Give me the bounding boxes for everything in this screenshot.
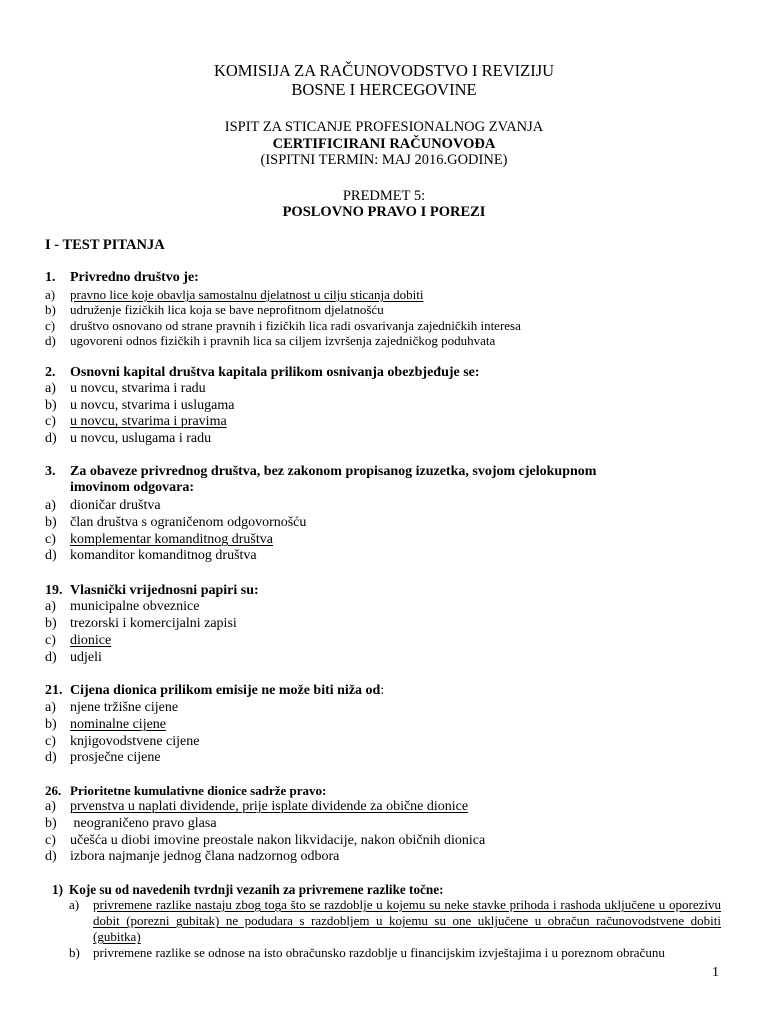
option-letter: a)	[45, 498, 56, 513]
option-letter: c)	[45, 532, 56, 547]
option-letter: d)	[45, 750, 57, 765]
option-text: komanditor komanditnog društva	[70, 548, 257, 563]
option-text: prosječne cijene	[70, 750, 161, 765]
exam-line: ISPIT ZA STICANJE PROFESIONALNOG ZVANJA	[224, 119, 544, 135]
option-text: privremene razlike nastaju zbog toga što se razdoblje u kojemu su neke stavke prihoda i rashoda uključene u oporezivu dobit (porezni gubitak) ne podudara s razdobljem u kojemu su one uključene u obračun računovodstvene dobiti (gubitka)	[93, 897, 721, 944]
answer-option	[45, 414, 227, 430]
option-text: u novcu, stvarima i pravima	[70, 414, 227, 429]
answer-option	[45, 599, 199, 615]
question-3	[45, 464, 596, 496]
option-text: neograničeno pravo glasa	[70, 816, 217, 831]
subject-label: PREDMET 5:	[342, 188, 426, 204]
tax-question-1	[52, 882, 443, 898]
answer-option	[45, 318, 521, 334]
question-1	[45, 270, 199, 286]
question-number: 2.	[45, 365, 56, 380]
answer-option	[45, 287, 423, 303]
option-text: municipalne obveznice	[70, 599, 200, 614]
answer-option	[45, 515, 306, 531]
question-number: 26.	[45, 783, 62, 798]
option-letter: d)	[45, 650, 57, 665]
option-text: privremene razlike se odnose na isto obračunsko razdoblje u financijskim izvještajima i u poreznom obračunu	[93, 945, 665, 960]
answer-option	[45, 381, 206, 397]
subject-name: POSLOVNO PRAVO I POREZI	[282, 204, 486, 220]
option-text: u novcu, stvarima i radu	[70, 381, 206, 396]
option-text: učešća u diobi imovine preostale nakon likvidacije, nakon običnih dionica	[70, 833, 486, 848]
option-text: trezorski i komercijalni zapisi	[70, 616, 237, 631]
option-letter: a)	[45, 599, 56, 614]
option-letter: c)	[45, 734, 56, 749]
option-letter: b)	[45, 616, 57, 631]
option-letter: d)	[45, 333, 56, 348]
option-text: ugovoreni odnos fizičkih i pravnih lica sa ciljem izvršenja zajedničkog poduhvata	[70, 333, 496, 348]
answer-option	[45, 431, 211, 447]
answer-option	[45, 532, 273, 548]
answer-option	[45, 398, 234, 414]
option-letter: a)	[45, 700, 56, 715]
answer-option	[69, 945, 721, 961]
answer-option	[45, 302, 384, 318]
option-text: pravno lice koje obavlja samostalnu djelatnost u cilju sticanja dobiti	[70, 287, 424, 302]
option-letter: c)	[45, 414, 56, 429]
question-number: 1)	[52, 882, 63, 897]
option-letter: a)	[45, 381, 56, 396]
section-title: I - TEST PITANJA	[45, 237, 165, 253]
option-text: dionice	[70, 633, 112, 648]
option-text: udruženje fizičkih lica koja se bave neprofitnom djelatnošću	[70, 302, 384, 317]
option-text: društvo osnovano od strane pravnih i fizičkih lica radi osvarivanja zajedničkih interesa	[70, 318, 521, 333]
option-letter: c)	[45, 633, 56, 648]
option-letter: d)	[45, 548, 57, 563]
answer-option	[45, 833, 485, 849]
option-letter: b)	[45, 515, 57, 530]
answer-option	[45, 799, 468, 815]
option-text: član društva s ograničenom odgovornošću	[70, 515, 307, 530]
option-letter: b)	[45, 302, 56, 317]
question-text-continued: imovinom odgovara:	[70, 480, 195, 495]
option-text: izbora najmanje jednog člana nadzornog odbora	[70, 849, 340, 864]
answer-option	[45, 734, 199, 750]
answer-option	[45, 650, 102, 666]
option-letter: d)	[45, 849, 57, 864]
page-number: 1	[712, 965, 719, 980]
option-letter: c)	[45, 318, 56, 333]
option-letter: d)	[45, 431, 57, 446]
question-text: Privredno društvo je:	[70, 270, 199, 285]
option-text: udjeli	[70, 650, 102, 665]
option-letter: a)	[45, 799, 56, 814]
answer-option	[69, 897, 721, 945]
question-number: 19.	[45, 583, 63, 598]
option-text: njene tržišne cijene	[70, 700, 179, 715]
question-number: 21.	[45, 683, 63, 698]
option-letter: c)	[45, 833, 56, 848]
option-letter: a)	[45, 287, 56, 302]
commission-country: BOSNE I HERCEGOVINE	[291, 80, 477, 99]
option-text: knjigovodstvene cijene	[70, 734, 200, 749]
answer-option	[45, 700, 178, 716]
question-text: Za obaveze privrednog društva, bez zakonom propisanog izuzetka, svojom cjelokupnom	[70, 464, 597, 479]
exam-term: (ISPITNI TERMIN: MAJ 2016.GODINE)	[260, 152, 508, 168]
answer-option	[45, 333, 495, 349]
option-text: dioničar društva	[70, 498, 161, 513]
question-text: Prioritetne kumulativne dionice sadrže pravo:	[70, 783, 327, 798]
option-text: komplementar komanditnog društva	[70, 532, 273, 547]
commission-name: KOMISIJA ZA RAČUNOVODSTVO I REVIZIJU	[213, 61, 555, 80]
question-text: Koje su od navedenih tvrdnji vezanih za privremene razlike točne:	[69, 882, 444, 897]
question-number: 3.	[45, 464, 56, 479]
question-text-colon: :	[380, 683, 385, 698]
answer-option	[45, 498, 161, 514]
answer-option	[45, 633, 111, 649]
option-letter: b)	[69, 945, 80, 960]
answer-option	[45, 849, 339, 865]
question-text: Cijena dionica prilikom emisije ne može biti niža od	[70, 683, 381, 698]
answer-option	[45, 548, 257, 564]
option-text: u novcu, stvarima i uslugama	[70, 398, 235, 413]
question-26	[45, 783, 326, 799]
option-letter: b)	[45, 717, 57, 732]
option-letter: b)	[45, 398, 57, 413]
option-text: u novcu, uslugama i radu	[70, 431, 212, 446]
option-text: nominalne cijene	[70, 717, 167, 732]
option-letter: a)	[69, 897, 80, 912]
answer-option	[45, 717, 166, 733]
question-text: Osnovni kapital društva kapitala prilikom osnivanja obezbjeđuje se:	[70, 365, 480, 380]
question-19	[45, 583, 259, 599]
question-21	[45, 683, 384, 699]
option-text: prvenstva u naplati dividende, prije isplate dividende za obične dionice	[70, 799, 469, 814]
exam-title: CERTIFICIRANI RAČUNOVOĐA	[272, 136, 496, 152]
question-number: 1.	[45, 270, 56, 285]
question-text: Vlasnički vrijednosni papiri su:	[70, 583, 259, 598]
question-2	[45, 365, 480, 381]
answer-option	[45, 750, 161, 766]
answer-option	[45, 816, 217, 832]
answer-option	[45, 616, 237, 632]
option-letter: b)	[45, 816, 57, 831]
